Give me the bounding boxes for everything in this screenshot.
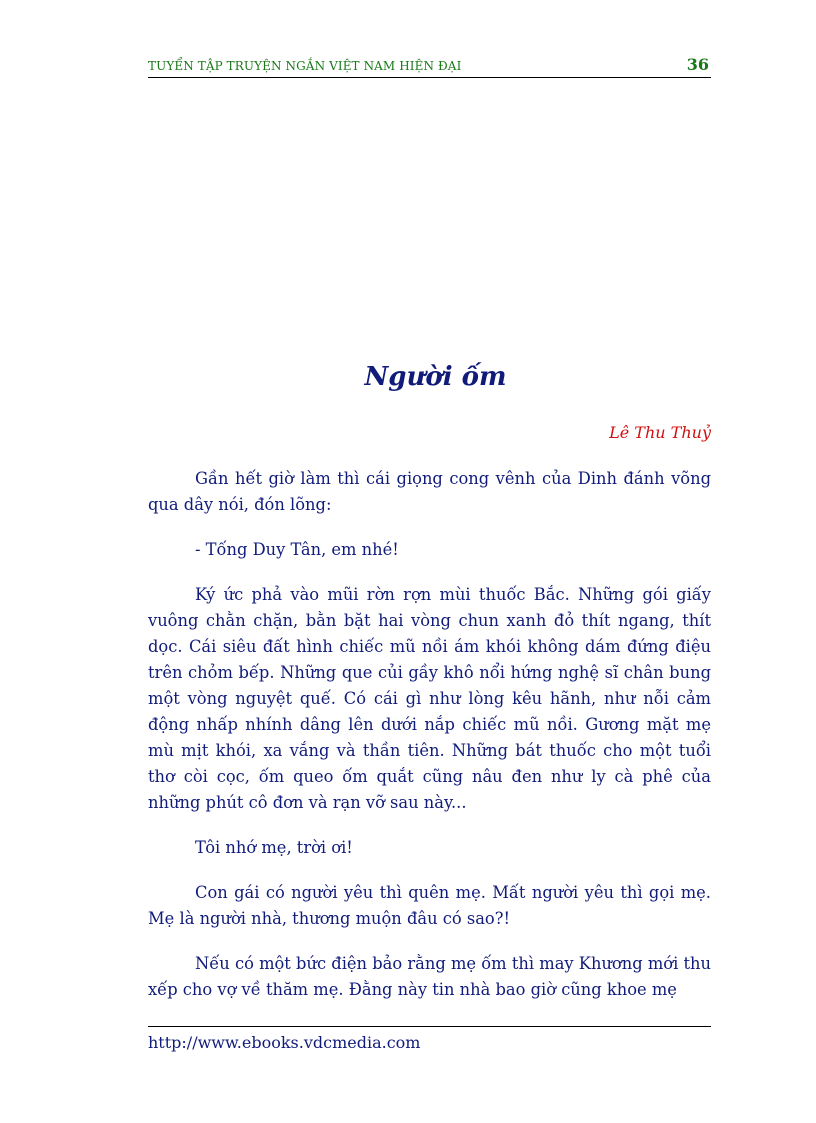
paragraph: Ký ức phả vào mũi rờn rợn mùi thuốc Bắc. Những gói giấy vuông chằn chặn, bằn bặt hai vòng chun xanh đỏ thít ngang, thít dọc. Cái siêu đất hình chiếc mũ nồi ám khói không dám đứng điệu trên chỏm bếp. Những que củi gầy khô nổi hứng nghệ sĩ chân bung một vòng nguyệt quế. Có cái gì như lòng kêu hãnh, như nỗi cảm động nhấp nhính dâng lên dưới nắp chiếc mũ nồi. Gương mặt mẹ mù mịt khói, xa vắng và thần tiên. Những bát thuốc cho một tuổi thơ còi cọc, ốm queo ốm quắt cũng nâu đen như ly cà phê của những phút cô đơn và rạn vỡ sau này... [148,585,711,812]
story-author: Lê Thu Thuỷ [609,423,711,442]
paragraph: Tôi nhớ mẹ, trời ơi! [195,838,353,857]
footer-divider [148,1026,711,1027]
book-title: TUYỂN TẬP TRUYỆN NGẮN VIỆT NAM HIỆN ĐẠI [148,59,462,73]
story-title: Người ốm [364,362,507,392]
footer-link[interactable]: http://www.ebooks.vdcmedia.com [148,1033,421,1052]
paragraph: - Tống Duy Tân, em nhé! [195,540,399,559]
paragraph: Nếu có một bức điện bảo rằng mẹ ốm thì may Khương mới thu xếp cho vợ về thăm mẹ. Đằng này tin nhà bao giờ cũng khoe mẹ [148,954,711,999]
paragraph: Con gái có người yêu thì quên mẹ. Mất người yêu thì gọi mẹ. Mẹ là người nhà, thương muộn đâu có sao?! [148,883,711,928]
running-header [148,55,711,78]
paragraph: Gần hết giờ làm thì cái giọng cong vênh của Dinh đánh võng qua dây nói, đón lõng: [148,469,711,514]
story-body [148,466,711,1022]
page-number: 36 [686,55,709,74]
